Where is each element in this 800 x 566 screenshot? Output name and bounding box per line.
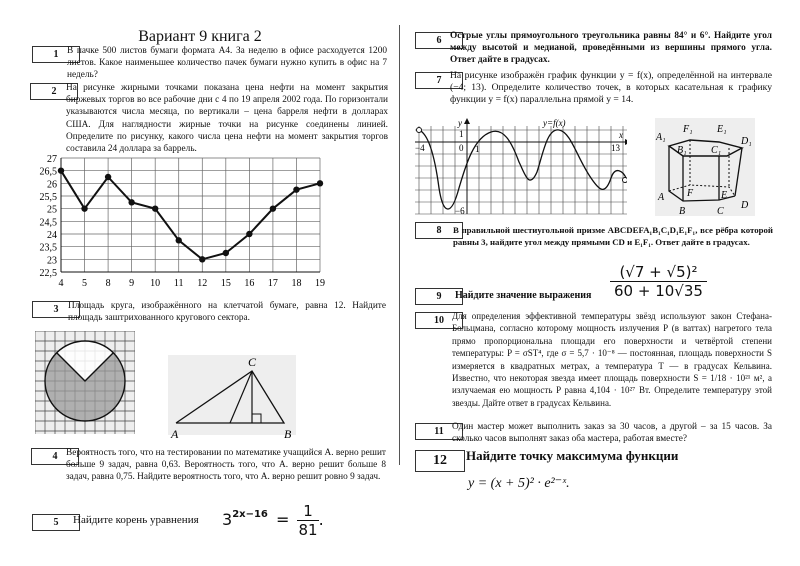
label-d1: D₁ (741, 136, 752, 147)
x-tick-label: 16 (244, 278, 255, 289)
function-graph (415, 118, 627, 216)
label-a: A (658, 192, 665, 203)
data-point (270, 205, 276, 211)
label-a1: A₁ (656, 132, 666, 143)
x-axis-label: x (619, 130, 623, 140)
data-point (223, 250, 229, 256)
open-endpoint-right (623, 178, 628, 183)
data-point (152, 205, 158, 211)
equation-5: $3^{2x-16}$ = $\frac{1}{81}$ . (222, 502, 324, 539)
data-point (317, 180, 323, 186)
task-text-7: На рисунке изображён график функции y = f(x), определённой на интервале (−4; 13). Определите количество точек, в которых касательная к графику функции y = f(x) параллельна прямой y = 14. (450, 70, 772, 106)
task-text-5: Найдите корень уравнения (73, 514, 199, 526)
x-tick-one: 1 (475, 144, 480, 154)
x-tick-start: −4 (415, 143, 425, 153)
oil-price-chart (28, 148, 338, 298)
function-label: y=f(x) (543, 118, 566, 128)
task-number-7: 7 (415, 72, 463, 89)
data-point (58, 167, 64, 173)
x-tick-label: 19 (315, 278, 325, 289)
task-number-1: 1 (32, 46, 80, 63)
task-text-2: На рисунке жирными точками показана цена нефти на момент закрытия биржевых торгов во все рабочие дни с 4 по 19 апреля 2002 года. По горизонтали указываются числа месяца, по вертикали – цена барреля нефти в долларах США. Для наглядности жирные точки на рисунке соединены линией. Определите по рисунку, какого числа цена нефти на момент закрытия торгов составила 24 доллара за баррель. (66, 83, 388, 155)
task-text-3: Площадь круга, изображённого на клетчатой бумаге, равна 12. Найдите площадь заштрихованного кругового сектора. (68, 301, 386, 324)
y-tick-label: 23,5 (39, 242, 57, 254)
expression-denominator: 60 + 10√35 (610, 281, 707, 300)
vertex-label-c: C (248, 355, 257, 369)
task-text-11: Один мастер может выполнить заказ за 30 часов, а другой – за 15 часов. За сколько часов выполнят заказ оба мастера, работая вместе? (452, 422, 772, 445)
function-grid (415, 126, 627, 214)
y-tick-label: 25,5 (39, 192, 57, 203)
x-tick-label: 11 (173, 278, 184, 289)
vertex-label-a: A (171, 427, 179, 441)
label-b1: B₁ (677, 145, 687, 156)
expression-9 (610, 263, 707, 300)
y-tick-label: 27 (47, 154, 57, 165)
data-point (199, 256, 205, 262)
open-endpoint-left (417, 128, 422, 133)
y-tick-label: 23 (47, 255, 57, 267)
equation-equals: = (275, 510, 290, 529)
vertex-label-b: B (284, 427, 292, 441)
task-text-4: Вероятность того, что на тестировании по математике учащийся А. верно решит больше 9 задач, равна 0,63. Вероятность того, что А. верно решит больше 8 задач, равна 0,75. Найдите вероятность того, что А. верно решит ровно 9 задач. (66, 448, 386, 483)
y-tick-label: 22,5 (39, 268, 57, 279)
y-tick-label: 25 (47, 204, 57, 216)
fraction-numerator: 1 (303, 502, 313, 520)
x-tick-label: 9 (129, 278, 135, 289)
y-tick-label: 24 (47, 230, 57, 241)
prism-background (655, 118, 755, 216)
data-point (246, 231, 252, 237)
label-b: B (679, 206, 686, 216)
origin-label: 0 (459, 143, 464, 153)
x-tick-label: 15 (220, 278, 231, 289)
price-line (61, 171, 320, 260)
label-f1: F₁ (683, 124, 693, 135)
task-number-8: 8 (415, 222, 463, 239)
task-text-10: Для определения эффективной температуры звёзд используют закон Стефана-Больцмана, согласно которому мощность излучения P (в ваттах) нагретого тела прямо пропорциональна площади его поверхности и четвёртой степени температуры: P = σST⁴, где σ = 5,7 · 10⁻⁸ — постоянная, площадь поверхности S измеряется в квадратных метрах, а температура T — в градусах Кельвина. Известно, что некоторая звезда имеет площадь поверхности S = 1/18 · 10²¹ м², а излучаемая ею мощность P равна 4,104 · 10²⁷ Вт. Определите температуру этой звезды. Дайте ответ в градусах Кельвина. (452, 311, 772, 408)
hexagonal-prism-figure (655, 118, 755, 216)
data-point (128, 199, 134, 205)
task-number-6: 6 (415, 32, 463, 49)
task-number-11: 11 (415, 423, 463, 440)
label-f: F (687, 188, 694, 199)
expression-numerator: (√7 + √5)² (619, 263, 698, 281)
y-axis-arrow (464, 118, 470, 124)
page-title: Вариант 9 книга 2 (138, 28, 262, 45)
task-number-9: 9 (415, 288, 463, 305)
data-point (81, 205, 87, 211)
x-tick-label: 8 (105, 278, 111, 289)
task-text-12: Найдите точку максимума функции (466, 448, 679, 463)
task-text-9: Найдите значение выражения (455, 290, 592, 301)
task-text-8: В правильной шестиугольной призме ABCDEFA₁B₁C₁D₁E₁F₁, все рёбра которой равны 3, найдите угол между прямыми CD и E₁F₁. Ответ дайте в градусах. (453, 225, 773, 248)
x-axis-arrow (625, 139, 627, 145)
task-number-5: 5 (32, 514, 80, 531)
y-tick-one: 1 (459, 129, 464, 139)
task-number-10: 10 (415, 312, 463, 329)
data-point (176, 237, 182, 243)
x-tick-label: 5 (82, 278, 88, 289)
task-text-6: Острые углы прямоугольного треугольника равны 84° и 6°. Найдите угол между высотой и медианой, проведёнными из вершины прямого угла. Ответ дайте в градусах. (450, 31, 772, 66)
y-tick-min: −6 (455, 206, 465, 216)
fraction-denominator: 81 (298, 521, 318, 539)
label-e: E (721, 190, 728, 201)
task-number-2: 2 (30, 83, 78, 100)
circle-sector-figure (35, 331, 135, 434)
task-number-12: 12 (415, 450, 465, 472)
x-tick-label: 4 (58, 278, 64, 289)
x-tick-label: 10 (150, 278, 161, 289)
label-c: C (717, 206, 724, 216)
x-tick-end: 13 (611, 143, 620, 153)
x-tick-label: 17 (267, 278, 278, 289)
task-number-4: 4 (31, 448, 79, 465)
y-tick-label: 24,5 (39, 217, 57, 229)
y-tick-label: 26,5 (39, 166, 57, 178)
data-point (293, 186, 299, 192)
task-number-3: 3 (32, 301, 80, 318)
equation-exponent: 2x−16 (232, 508, 268, 520)
y-axis-label: y (458, 118, 462, 128)
label-e1: E₁ (717, 124, 727, 135)
x-tick-label: 18 (291, 278, 302, 289)
triangle-figure (168, 355, 296, 443)
y-tick-label: 26 (47, 179, 57, 191)
label-d: D (741, 200, 749, 211)
label-c1: C₁ (711, 145, 722, 156)
x-tick-label: 12 (197, 278, 208, 289)
data-point (105, 174, 111, 180)
function-12: y = (x + 5)² · e²⁻ˣ. (468, 476, 570, 491)
column-divider (399, 25, 400, 465)
task-text-1: В пачке 500 листов бумаги формата А4. За неделю в офисе расходуется 1200 листов. Какое наименьшее количество пачек бумаги нужно купить в офис на 7 недель? (67, 46, 387, 81)
equation-base: 3 (222, 510, 233, 529)
